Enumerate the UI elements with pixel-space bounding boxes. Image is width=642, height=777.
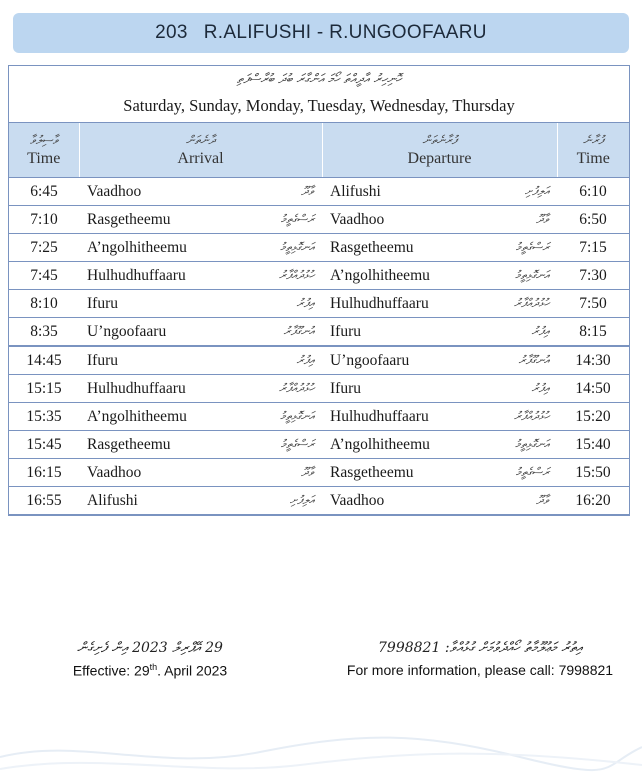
arrival-place-en: Alifushi: [87, 491, 138, 509]
arrival-time: 7:25: [9, 234, 79, 262]
effective-rest: . April 2023: [157, 662, 228, 679]
route-title-bar: [13, 13, 629, 53]
schedule-row: [9, 234, 629, 262]
arrival-place: [79, 346, 322, 375]
arrival-time: 7:10: [9, 206, 79, 234]
contact-info-en: For more information, please call: 7998821: [346, 662, 614, 678]
departure-time: 8:15: [557, 318, 629, 347]
departure-time: 15:20: [557, 403, 629, 431]
schedule-row: [9, 290, 629, 318]
departure-place-dv: ވާދޫ: [536, 212, 549, 226]
departure-place: [322, 459, 557, 487]
arrival-place: [79, 178, 322, 206]
schedule-row: [9, 262, 629, 290]
arrival-place-en: Rasgetheemu: [87, 435, 171, 453]
departure-place: [322, 375, 557, 403]
arrival-place-en: Rasgetheemu: [87, 210, 171, 228]
departure-place-en: Ifuru: [330, 322, 361, 340]
header-arrival-dv: ދާނެތަން: [185, 132, 216, 147]
arrival-place-en: A’ngolhitheemu: [87, 238, 187, 256]
departure-place-en: Hulhudhuffaaru: [330, 407, 429, 425]
effective-label: Effective:: [72, 662, 131, 679]
header-arrival-time-en: Time: [27, 149, 61, 167]
column-header-row: [9, 123, 629, 178]
schedule-row: [9, 459, 629, 487]
contact-info-block: [320, 640, 640, 678]
header-departure-time: [557, 123, 629, 178]
departure-time: 15:40: [557, 431, 629, 459]
contact-info-dv: އިތުރު މަޢުލޫމާތު ހޯއްދެވުމަށް ގުޅުއްވާ: 7998821: [378, 640, 582, 656]
departure-place-dv: އިފުރު: [531, 381, 549, 395]
arrival-time: 15:15: [9, 375, 79, 403]
arrival-place-en: Hulhudhuffaaru: [87, 379, 186, 397]
departure-place: [322, 290, 557, 318]
schedule-row: [9, 431, 629, 459]
departure-time: 14:50: [557, 375, 629, 403]
departure-place-en: Ifuru: [330, 379, 361, 397]
arrival-place-en: Vaadhoo: [87, 182, 142, 200]
decorative-wave: [0, 717, 642, 777]
departure-time: 7:15: [557, 234, 629, 262]
effective-date-dv: 29 އޭޕްރިލް 2023 އިން ފެށިގެން: [77, 640, 223, 656]
arrival-place-en: Ifuru: [87, 351, 118, 369]
departure-place-dv: އަނގޮޅިތީމު: [515, 268, 549, 282]
departure-time: 7:30: [557, 262, 629, 290]
schedule-row: [9, 346, 629, 375]
departure-place-en: Rasgetheemu: [330, 238, 414, 256]
schedule-row: [9, 403, 629, 431]
arrival-place: [79, 234, 322, 262]
departure-place: [322, 318, 557, 347]
arrival-time: 14:45: [9, 346, 79, 375]
arrival-place-dv: އިފުރު: [296, 296, 314, 310]
departure-place-en: A’ngolhitheemu: [330, 266, 430, 284]
header-arrival-time: [9, 123, 79, 178]
arrival-time: 6:45: [9, 178, 79, 206]
operating-days-english: Saturday, Sunday, Monday, Tuesday, Wednesday, Thursday: [123, 96, 515, 115]
arrival-time: 8:35: [9, 318, 79, 347]
arrival-place-dv: ހުޅުދުއްފާރު: [278, 268, 314, 282]
arrival-place-en: U’ngoofaaru: [87, 322, 167, 340]
departure-place-en: U’ngoofaaru: [330, 351, 410, 369]
header-departure-en: Departure: [407, 149, 472, 167]
arrival-place-en: Ifuru: [87, 294, 118, 312]
arrival-place: [79, 262, 322, 290]
departure-place: [322, 431, 557, 459]
departure-time: 6:10: [557, 178, 629, 206]
schedule-row: [9, 178, 629, 206]
departure-place-en: Vaadhoo: [330, 210, 385, 228]
header-departure: [322, 123, 557, 178]
arrival-place: [79, 318, 322, 347]
departure-place-dv: ހުޅުދުއްފާރު: [513, 409, 549, 423]
departure-place-dv: ރަސްގެތީމު: [515, 465, 549, 479]
arrival-place: [79, 290, 322, 318]
effective-date-block: [0, 640, 300, 679]
header-arrival-en: Arrival: [177, 149, 224, 167]
departure-place-dv: ރަސްގެތީމު: [515, 240, 549, 254]
departure-place: [322, 234, 557, 262]
arrival-place-dv: ހުޅުދުއްފާރު: [278, 381, 314, 395]
operating-days: [9, 66, 629, 123]
arrival-place-dv: އަލިފުށި: [289, 493, 314, 507]
departure-place-en: Alifushi: [330, 182, 381, 200]
departure-place-en: Hulhudhuffaaru: [330, 294, 429, 312]
arrival-place: [79, 459, 322, 487]
departure-place: [322, 206, 557, 234]
arrival-place-dv: އަނގޮޅިތީމު: [280, 409, 314, 423]
departure-place: [322, 178, 557, 206]
arrival-place: [79, 206, 322, 234]
schedule-row: [9, 318, 629, 347]
departure-place: [322, 487, 557, 515]
effective-day: 29: [134, 662, 150, 679]
arrival-place-dv: ރަސްގެތީމު: [280, 212, 314, 226]
departure-place: [322, 346, 557, 375]
arrival-place-dv: އަނގޮޅިތީމު: [280, 240, 314, 254]
arrival-place: [79, 375, 322, 403]
effective-suffix: th: [149, 662, 158, 672]
schedule-table: [8, 65, 630, 516]
departure-time: 6:50: [557, 206, 629, 234]
arrival-place-dv: އިފުރު: [296, 353, 314, 367]
header-arrival: [79, 123, 322, 178]
arrival-place-dv: ވާދޫ: [301, 184, 314, 198]
schedule-row: [9, 375, 629, 403]
arrival-time: 7:45: [9, 262, 79, 290]
departure-place-dv: އަނގޮޅިތީމު: [515, 437, 549, 451]
departure-place-dv: ވާދޫ: [536, 493, 549, 507]
departure-place-en: A’ngolhitheemu: [330, 435, 430, 453]
departure-place: [322, 403, 557, 431]
departure-time: 15:50: [557, 459, 629, 487]
route-number: 203: [155, 22, 188, 43]
departure-place-en: Rasgetheemu: [330, 463, 414, 481]
arrival-place: [79, 487, 322, 515]
departure-time: 7:50: [557, 290, 629, 318]
arrival-time: 15:45: [9, 431, 79, 459]
arrival-place: [79, 431, 322, 459]
schedule-row: [9, 487, 629, 515]
arrival-time: 15:35: [9, 403, 79, 431]
schedule-row: [9, 206, 629, 234]
arrival-place-en: A’ngolhitheemu: [87, 407, 187, 425]
effective-date-en: [0, 662, 300, 679]
departure-place-dv: އަލިފުށި: [524, 184, 549, 198]
departure-place-en: Vaadhoo: [330, 491, 385, 509]
departure-place-dv: އުނގޫފާރު: [518, 353, 549, 367]
departure-place-dv: ހުޅުދުއްފާރު: [513, 296, 549, 310]
departure-time: 16:20: [557, 487, 629, 515]
departure-place-dv: އިފުރު: [531, 324, 549, 338]
arrival-place-dv: އުނގޫފާރު: [283, 324, 314, 338]
arrival-time: 16:15: [9, 459, 79, 487]
arrival-place-en: Vaadhoo: [87, 463, 142, 481]
arrival-time: 16:55: [9, 487, 79, 515]
header-departure-dv: ފުރާނެތަން: [422, 132, 457, 147]
arrival-place-dv: ވާދޫ: [301, 465, 314, 479]
arrival-place-dv: ރަސްގެތީމު: [280, 437, 314, 451]
operating-days-dhivehi: ހޮނިހިރު އާދީއްތަ ހޯމަ އަންގާރަ ބުދަ ބުރާސްފަތި: [236, 72, 402, 87]
departure-place: [322, 262, 557, 290]
departure-time: 14:30: [557, 346, 629, 375]
arrival-place: [79, 403, 322, 431]
arrival-time: 8:10: [9, 290, 79, 318]
header-departure-time-dv: ފުރާނެ: [582, 132, 604, 147]
header-departure-time-en: Time: [576, 149, 610, 167]
route-name: R.ALIFUSHI - R.UNGOOFAARU: [203, 22, 487, 43]
arrival-place-en: Hulhudhuffaaru: [87, 266, 186, 284]
header-arrival-time-dv: ވާސިލުވާ: [29, 132, 58, 147]
